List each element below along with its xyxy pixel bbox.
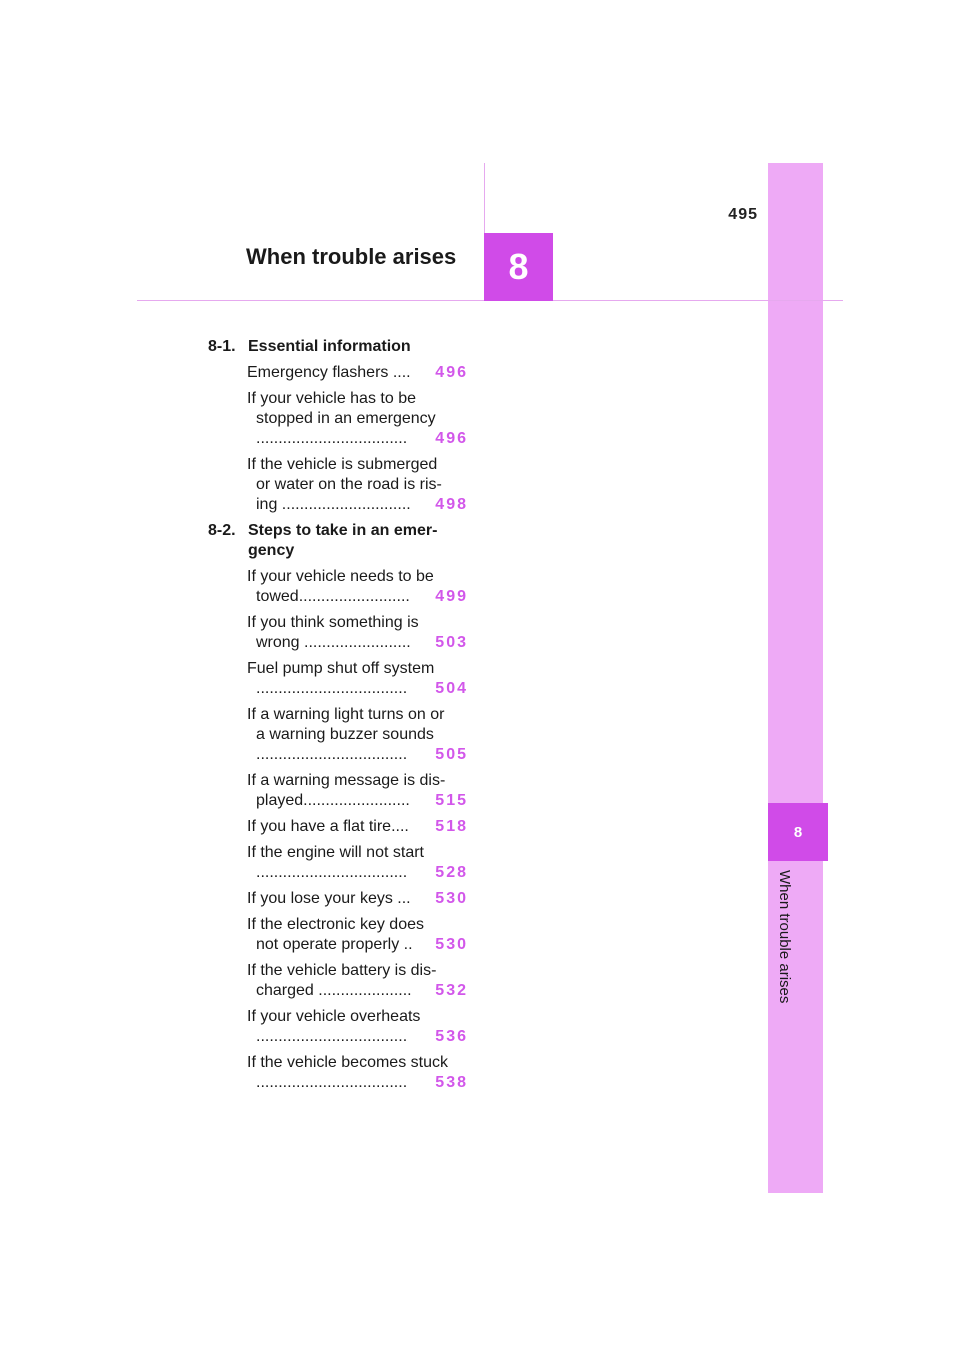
- toc-page-link[interactable]: 503: [435, 634, 468, 651]
- toc-entry-title: If the engine will not start: [247, 844, 424, 861]
- side-tab-number: 8: [793, 823, 803, 841]
- toc-entry[interactable]: [247, 889, 468, 909]
- toc-page-link[interactable]: 499: [435, 588, 468, 605]
- side-index-strip: [768, 163, 823, 1193]
- toc-entry-title: Emergency flashers ....: [247, 364, 411, 381]
- section-title: Steps to take in an emer- gency: [248, 522, 438, 559]
- toc-entry-title: If the vehicle battery is dis-: [247, 962, 437, 979]
- toc-page-link[interactable]: 528: [435, 864, 468, 881]
- toc-entry[interactable]: [247, 817, 468, 837]
- page-number: 495: [728, 206, 758, 223]
- toc-section-heading: [208, 337, 478, 357]
- toc-page-link[interactable]: 536: [435, 1028, 468, 1045]
- toc-entry-title: If you think something is: [247, 614, 419, 631]
- toc-page-link[interactable]: 496: [435, 364, 468, 381]
- toc-entry[interactable]: [247, 389, 468, 449]
- chapter-number: 8: [508, 246, 529, 287]
- toc-entry[interactable]: [247, 915, 468, 955]
- toc-entry-leader: ..................................: [256, 746, 408, 763]
- toc-entry-leader: ..................................: [256, 430, 408, 447]
- toc-entry-title: If your vehicle overheats: [247, 1008, 421, 1025]
- section-number: 8-2.: [208, 522, 236, 539]
- chapter-number-box: [484, 233, 553, 301]
- toc-entry-leader: ..................................: [256, 1028, 408, 1045]
- toc-entry[interactable]: [247, 1007, 468, 1047]
- toc-page-link[interactable]: 530: [435, 936, 468, 953]
- toc-entry-leader: ing .............................: [256, 496, 411, 513]
- toc-entry[interactable]: [247, 705, 468, 765]
- toc-entry-leader: wrong ........................: [256, 634, 411, 651]
- toc-entry-title: Fuel pump shut off system: [247, 660, 435, 677]
- header-divider-vertical: [484, 163, 485, 233]
- toc-page-link[interactable]: 532: [435, 982, 468, 999]
- toc-page-link[interactable]: 538: [435, 1074, 468, 1091]
- toc-entry-title: If the vehicle is submerged or water on the road is ris-: [247, 456, 442, 493]
- toc-entry[interactable]: [247, 843, 468, 883]
- toc-entry-title: If a warning light turns on or a warning buzzer sounds: [247, 706, 445, 743]
- toc-page-link[interactable]: 515: [435, 792, 468, 809]
- toc-entry-title: If your vehicle needs to be: [247, 568, 434, 585]
- toc-entry-leader: ..................................: [256, 1074, 408, 1091]
- toc-page-link[interactable]: 505: [435, 746, 468, 763]
- chapter-title: When trouble arises: [246, 244, 457, 269]
- toc-entry[interactable]: [247, 455, 468, 515]
- section-title: Essential information: [248, 338, 411, 355]
- table-of-contents: [208, 337, 478, 1099]
- toc-entry[interactable]: [247, 567, 468, 607]
- toc-entry-title: If your vehicle has to be stopped in an emergency: [247, 390, 436, 427]
- toc-entry-leader: ..................................: [256, 864, 408, 881]
- toc-entry-title: If you lose your keys ...: [247, 890, 411, 907]
- toc-entry-title: If you have a flat tire....: [247, 818, 409, 835]
- toc-page-link[interactable]: 496: [435, 430, 468, 447]
- toc-entry[interactable]: [247, 363, 468, 383]
- toc-entry-leader: charged .....................: [256, 982, 412, 999]
- toc-entry[interactable]: [247, 1053, 468, 1093]
- section-number: 8-1.: [208, 338, 236, 355]
- toc-entry-title: If the electronic key does: [247, 916, 424, 933]
- toc-entry-leader: towed.........................: [256, 588, 410, 605]
- toc-page-link[interactable]: 518: [435, 818, 468, 835]
- toc-section-heading: [208, 521, 478, 561]
- toc-entry-leader: not operate properly ..: [256, 936, 413, 953]
- side-chapter-label: When trouble arises: [776, 870, 793, 1004]
- toc-entry[interactable]: [247, 613, 468, 653]
- side-chapter-tab[interactable]: [768, 803, 828, 861]
- toc-entry-leader: ..................................: [256, 680, 408, 697]
- toc-entry[interactable]: [247, 771, 468, 811]
- toc-entry-leader: played........................: [256, 792, 410, 809]
- toc-entry-title: If the vehicle becomes stuck: [247, 1054, 448, 1071]
- toc-entry[interactable]: [247, 659, 468, 699]
- toc-entry[interactable]: [247, 961, 468, 1001]
- toc-page-link[interactable]: 498: [435, 496, 468, 513]
- toc-entry-title: If a warning message is dis-: [247, 772, 446, 789]
- toc-page-link[interactable]: 504: [435, 680, 468, 697]
- toc-page-link[interactable]: 530: [435, 890, 468, 907]
